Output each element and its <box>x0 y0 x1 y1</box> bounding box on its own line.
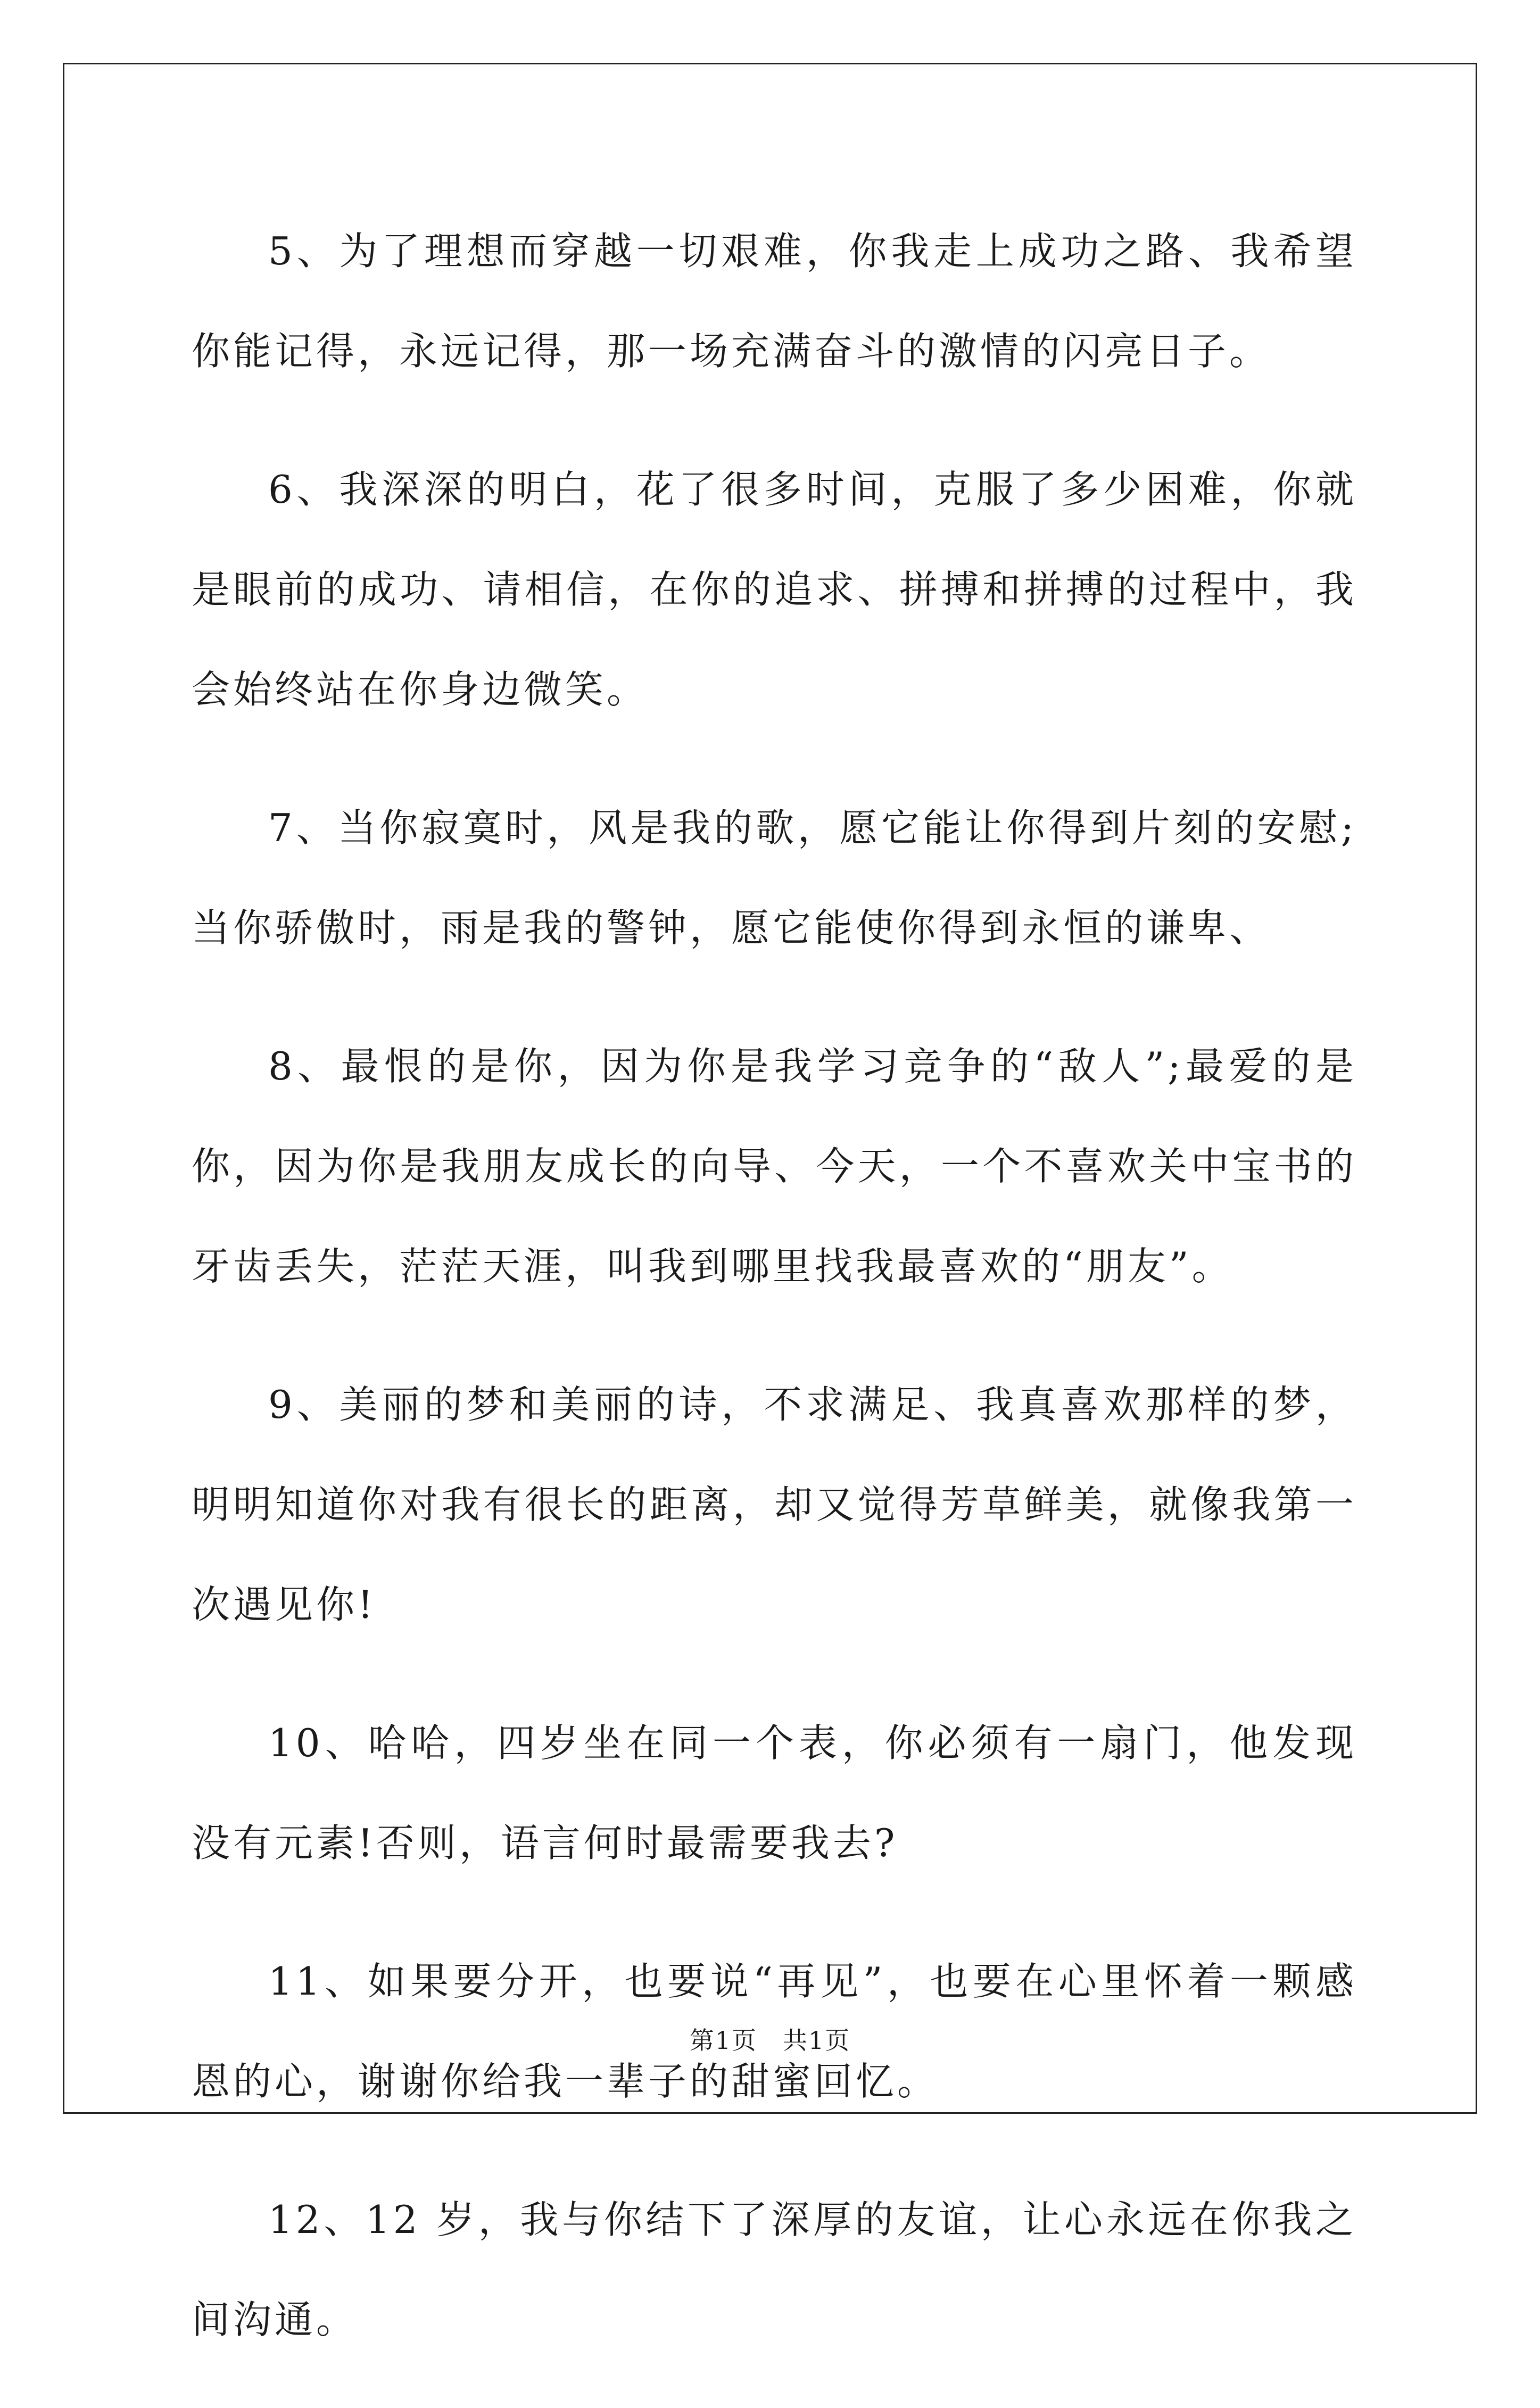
document-body <box>192 201 1357 2408</box>
page-number-total: 共1页 <box>783 2026 851 2055</box>
paragraph-12: 12、12 岁，我与你结下了深厚的友谊，让心永远在你我之间沟通。 <box>192 2197 1357 2342</box>
page-number-current: 第1页 <box>689 2026 757 2055</box>
paragraph-7: 7、当你寂寞时，风是我的歌，愿它能让你得到片刻的安慰;当你骄傲时，雨是我的警钟，愿它能使你得到永恒的谦卑、 <box>192 806 1357 950</box>
paragraph-9: 9、美丽的梦和美丽的诗，不求满足、我真喜欢那样的梦，明明知道你对我有很长的距离，却又觉得芳草鲜美，就像我第一次遇见你! <box>192 1382 1357 1627</box>
paragraph-10: 10、哈哈，四岁坐在同一个表，你必须有一扇门，他发现没有元素!否则，语言何时最需要我去? <box>192 1721 1357 1865</box>
paragraph-11: 11、如果要分开，也要说“再见”，也要在心里怀着一颗感恩的心，谢谢你给我一辈子的甜蜜回忆。 <box>192 1959 1357 2104</box>
paragraph-6: 6、我深深的明白，花了很多时间，克服了多少困难，你就是眼前的成功、请相信，在你的追求、拼搏和拼搏的过程中，我会始终站在你身边微笑。 <box>192 467 1357 712</box>
paragraph-8: 8、最恨的是你，因为你是我学习竞争的“敌人”;最爱的是你，因为你是我朋友成长的向导、今天，一个不喜欢关中宝书的牙齿丢失，茫茫天涯，叫我到哪里找我最喜欢的“朋友”。 <box>192 1044 1357 1289</box>
paragraph-5: 5、为了理想而穿越一切艰难，你我走上成功之路、我希望你能记得，永远记得，那一场充满奋斗的激情的闪亮日子。 <box>192 229 1357 373</box>
page-footer <box>0 2024 1540 2056</box>
